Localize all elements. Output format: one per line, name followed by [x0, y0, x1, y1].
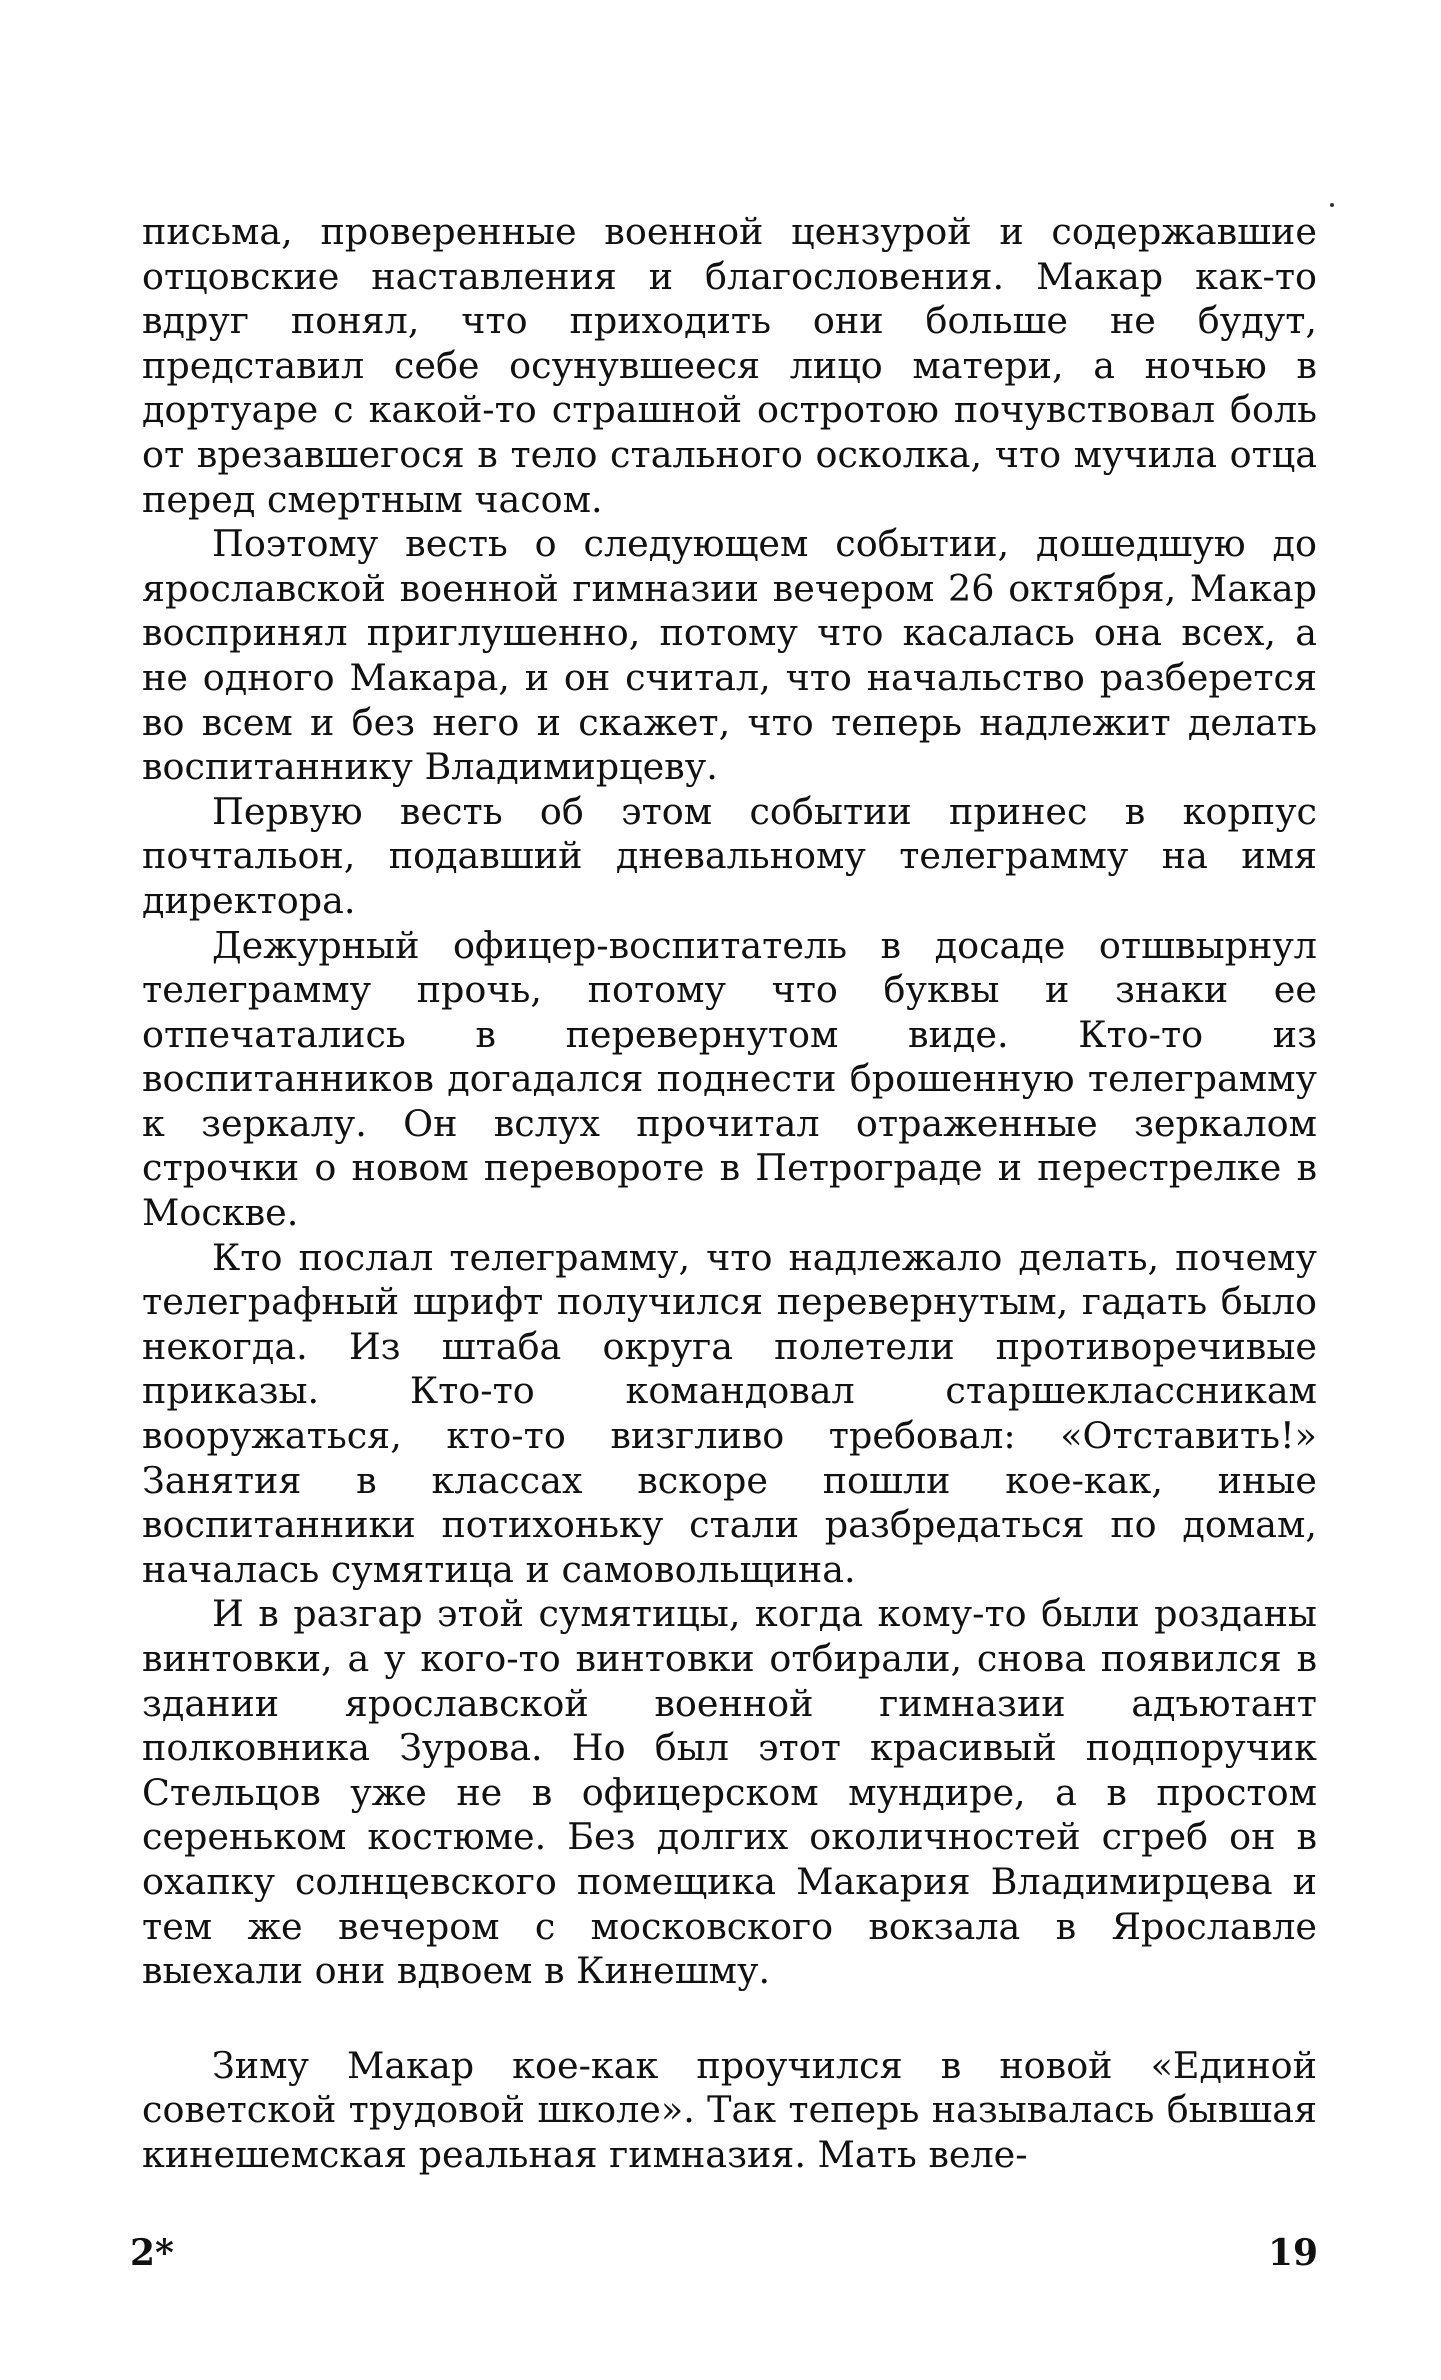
- page-number: 19: [1268, 2232, 1319, 2274]
- signature-mark: 2*: [130, 2232, 174, 2274]
- scan-speck: [1330, 203, 1334, 207]
- paragraph-1: письма, проверенные военной цензурой и содержавшие отцовские наставления и благословения. Макар как-то вдруг понял, что приходить они больше не будут, представил себе осунувшееся лицо матери, а ночью в дортуаре с какой-то страшной остротою почувствовал боль от врезавшегося в тело стального осколка, что мучила отца перед смертным часом.: [142, 210, 1317, 521]
- page-footer: [0, 2232, 1441, 2292]
- page-text: [142, 210, 1317, 2178]
- paragraph-6: И в разгар этой сумятицы, когда кому-то были розданы винтовки, а у кого-то винтовки отбирали, снова появился в здании ярославской военной гимназии адъютант полковника Зурова. Но был этот красивый подпоручик Стельцов уже не в офицерском мундире, а в простом сереньком костюме. Без долгих околичностей сгреб он в охапку солнцевского помещика Макария Владимирцева и тем же вечером с московского вокзала в Ярославле выехали они вдвоем в Кинешму.: [142, 1592, 1317, 1993]
- paragraph-2: Поэтому весть о следующем событии, дошедшую до ярославской военной гимназии вечером 26 октября, Макар воспринял приглушенно, потому что касалась она всех, а не одного Макара, и он считал, что начальство разберется во всем и без него и скажет, что теперь надлежит делать воспитаннику Владимирцеву.: [142, 522, 1317, 789]
- paragraph-7: Зиму Макар кое-как проучился в новой «Единой советской трудовой школе». Так теперь называлась бывшая кинешемская реальная гимназия. Мать веле-: [142, 2043, 1317, 2176]
- paragraph-5: Кто послал телеграмму, что надлежало делать, почему телеграфный шрифт получился перевернутым, гадать было некогда. Из штаба округа полетели противоречивые приказы. Кто-то командовал старшеклассникам вооружаться, кто-то визгливо требовал: «Отставить!» Занятия в классах вскоре пошли кое-как, иные воспитанники потихоньку стали разбредаться по домам, началась сумятица и самовольщина.: [142, 1235, 1317, 1591]
- paragraph-3: Первую весть об этом событии принес в корпус почтальон, подавший дневальному телеграмму на имя директора.: [142, 789, 1317, 922]
- paragraph-4: Дежурный офицер-воспитатель в досаде отшвырнул телеграмму прочь, потому что буквы и знаки ее отпечатались в перевернутом виде. Кто-то из воспитанников догадался поднести брошенную телеграмму к зеркалу. Он вслух прочитал отраженные зеркалом строчки о новом перевороте в Петрограде и перестрелке в Москве.: [142, 923, 1317, 1235]
